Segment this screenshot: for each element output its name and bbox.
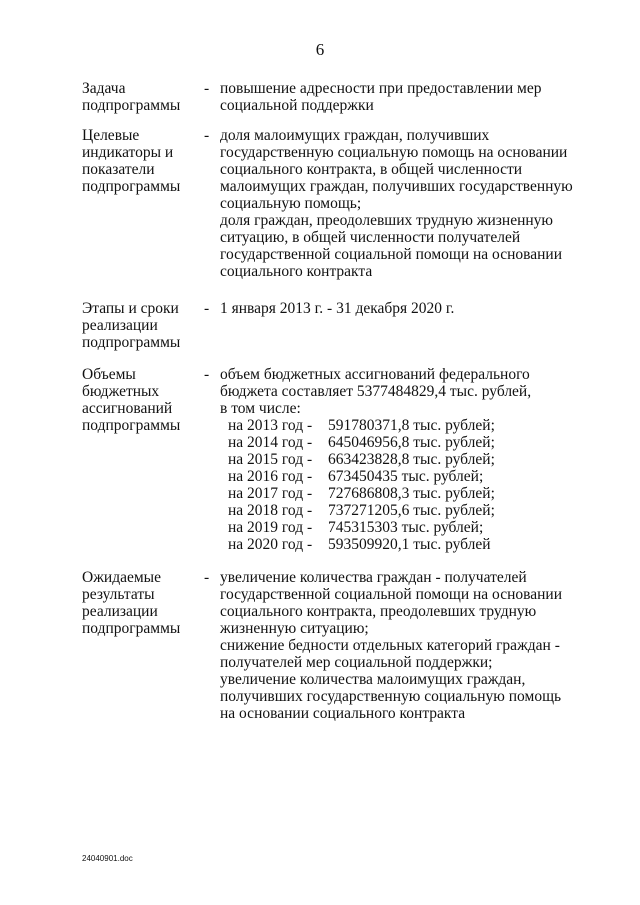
dash: - xyxy=(204,569,210,586)
dash: - xyxy=(204,366,210,383)
budget-year-row: на 2018 год - 737271205,6 тыс. рублей; xyxy=(228,502,495,519)
dash: - xyxy=(204,80,210,97)
footer-filename: 24040901.doc xyxy=(82,854,133,863)
row-label: Объемы бюджетных ассигнований подпрограммы xyxy=(82,366,181,434)
budget-year-row: на 2014 год - 645046956,8 тыс. рублей; xyxy=(228,434,495,451)
page-number: 6 xyxy=(315,40,325,59)
row-value: 1 января 2013 г. - 31 декабря 2020 г. xyxy=(220,300,455,317)
budget-year-row: на 2016 год - 673450435 тыс. рублей; xyxy=(228,468,484,485)
row-label: Ожидаемые результаты реализации подпрограммы xyxy=(82,569,181,637)
dash: - xyxy=(204,300,210,317)
budget-year-row: на 2015 год - 663423828,8 тыс. рублей; xyxy=(228,451,495,468)
row-value: повышение адресности при предоставлении мер социальной поддержки xyxy=(220,80,542,114)
row-value: доля малоимущих граждан, получивших государственную социальную помощь на основании социального контракта, в общей численности малоимущих граждан, получивших государственную социальную помощь; доля граждан, преодолевших трудную жизненную ситуацию, в общей численности получателей государственной социальной помощи на основании социального контракта xyxy=(220,127,573,280)
row-value: объем бюджетных ассигнований федерального бюджета составляет 5377484829,4 тыс. рублей, в том числе: на 2013 год - 591780371,8 тыс. рублей; на 2014 год - 645046956,8 тыс. рублей; на 2015 год - 663423828,8 тыс. рублей; на 2016 год - 673450435 тыс. рублей; на 2017 год - 727686808,3 тыс. рублей; на 2018 год - 737271205,6 тыс. рублей; на 2019 год - 745315303 тыс. рублей; на 2020 год - 593509920,1 тыс. рублей xyxy=(220,366,580,553)
row-value: увеличение количества граждан - получателей государственной социальной помощи на основании социального контракта, преодолевших трудную жизненную ситуацию; снижение бедности отдельных категорий граждан - получателей мер социальной поддержки; увеличение количества малоимущих граждан, получивших государственную социальную помощь на основании социального контракта xyxy=(220,569,562,722)
budget-year-row: на 2013 год - 591780371,8 тыс. рублей; xyxy=(228,417,495,434)
row-label: Задача подпрограммы xyxy=(82,80,181,114)
budget-year-row: на 2019 год - 745315303 тыс. рублей; xyxy=(228,519,484,536)
row-label: Этапы и сроки реализации подпрограммы xyxy=(82,300,181,351)
row-label: Целевые индикаторы и показатели подпрограммы xyxy=(82,127,181,195)
budget-year-row: на 2017 год - 727686808,3 тыс. рублей; xyxy=(228,485,495,502)
dash: - xyxy=(204,127,210,144)
budget-year-row: на 2020 год - 593509920,1 тыс. рублей xyxy=(228,536,491,553)
